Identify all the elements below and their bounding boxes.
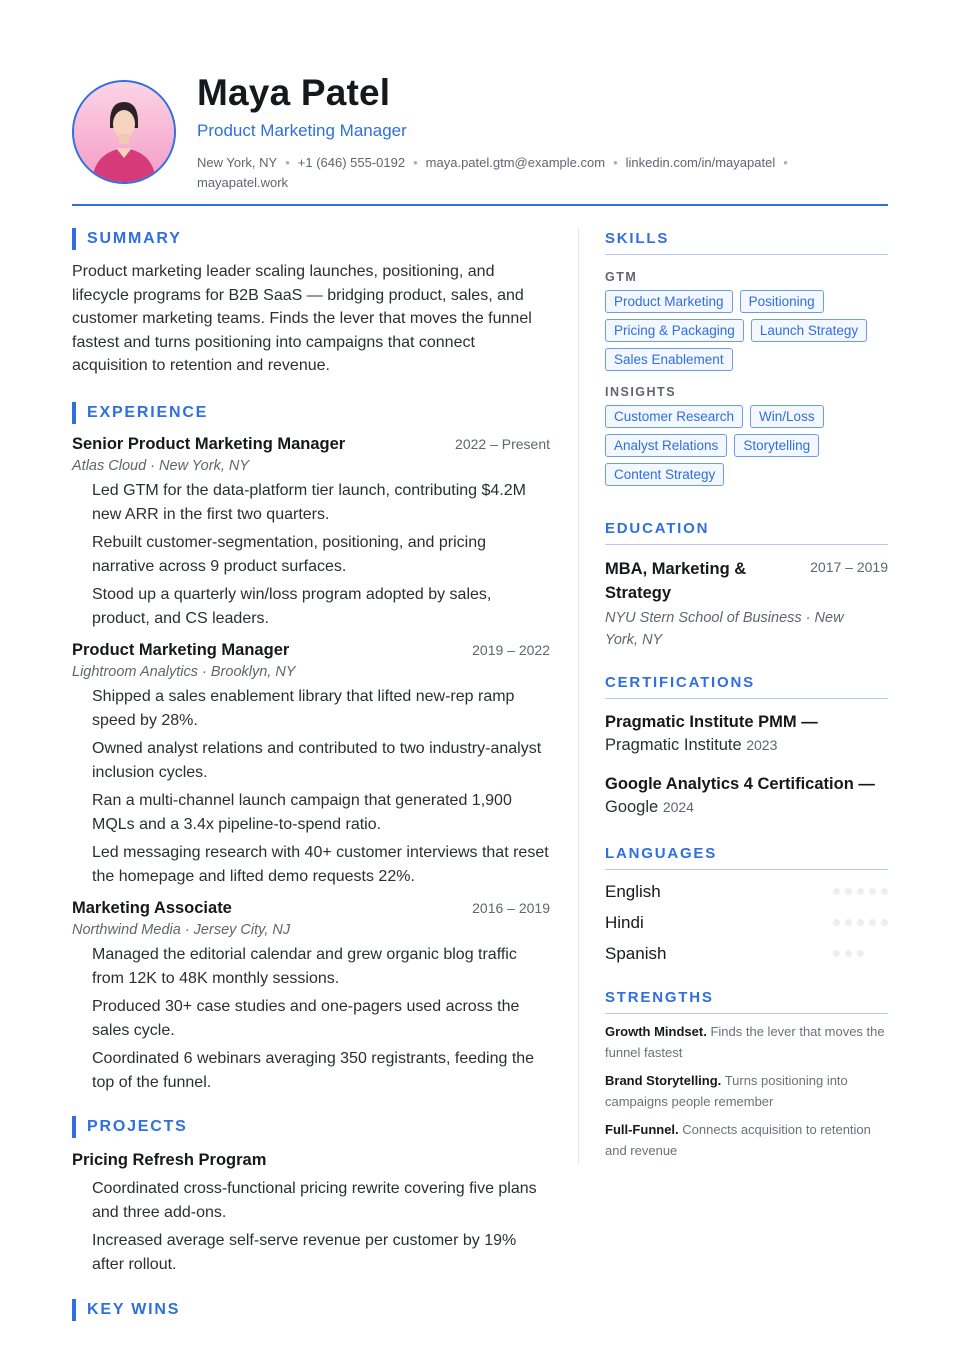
job-title: Product Marketing Manager <box>72 640 290 659</box>
job-dates: 2022 – Present <box>455 435 550 452</box>
skill-tag: Content Strategy <box>605 463 724 486</box>
candidate-role: Product Marketing Manager <box>197 121 407 140</box>
contact-linkedin[interactable]: linkedin.com/in/mayapatel <box>625 155 776 170</box>
job-org: Northwind Media · Jersey City, NJ <box>72 921 291 938</box>
main-column <box>72 228 550 1321</box>
separator-dot: • <box>285 155 290 170</box>
skill-tag: Product Marketing <box>605 290 733 313</box>
sidebar-column <box>605 228 888 1161</box>
cert-name: Google Analytics 4 Certification <box>605 775 854 793</box>
section-rule <box>605 544 888 545</box>
section-rule <box>605 869 888 870</box>
level-dot-empty <box>881 950 888 957</box>
section-rule <box>605 1013 888 1014</box>
job-bullet: Stood up a quarterly win/loss program adopted by sales, product, and CS leaders. <box>92 585 492 627</box>
level-dot-filled <box>869 888 876 895</box>
strength-item <box>605 1071 888 1112</box>
strength-item <box>605 1120 888 1161</box>
skill-tag: Win/Loss <box>750 405 824 428</box>
cert-issuer: Google <box>605 798 659 816</box>
skill-tags <box>605 405 888 492</box>
level-dot-filled <box>833 950 840 957</box>
language-row <box>605 876 888 907</box>
job-title: Senior Product Marketing Manager <box>72 434 346 453</box>
cert-dash: — <box>858 775 875 793</box>
resume-header <box>72 72 888 206</box>
language-level-dots <box>828 950 888 957</box>
language-level-dots <box>828 919 888 926</box>
avatar <box>72 80 176 184</box>
job-bullet: Produced 30+ case studies and one-pagers used across the sales cycle. <box>92 997 520 1039</box>
skill-tag: Storytelling <box>734 434 819 457</box>
cert-name: Pragmatic Institute PMM <box>605 713 797 731</box>
level-dot-empty <box>869 950 876 957</box>
level-dot-filled <box>857 919 864 926</box>
job-bullet: Owned analyst relations and contributed to two industry-analyst inclusion cycles. <box>92 739 542 781</box>
level-dot-filled <box>881 888 888 895</box>
level-dot-filled <box>833 888 840 895</box>
separator-dot: • <box>783 155 788 170</box>
cert-year: 2024 <box>662 799 694 815</box>
certification-item <box>605 711 888 757</box>
contact-line <box>197 153 877 192</box>
job-dates: 2019 – 2022 <box>472 641 550 658</box>
language-row <box>605 938 888 969</box>
job-entry <box>72 435 550 631</box>
strength-title: Growth Mindset. <box>605 1024 707 1039</box>
separator-dot: • <box>413 155 418 170</box>
strength-text: Turns positioning into campaigns people remember <box>605 1073 848 1109</box>
job-dates: 2016 – 2019 <box>472 899 550 916</box>
contact-location: New York, NY <box>197 155 278 170</box>
skill-group-label: INSIGHTS <box>605 385 677 399</box>
level-dot-filled <box>845 950 852 957</box>
section-title-certifications: CERTIFICATIONS <box>605 674 755 691</box>
level-dot-filled <box>833 919 840 926</box>
section-title-key-wins: KEY WINS <box>72 1299 550 1321</box>
summary-text: Product marketing leader scaling launches, positioning, and lifecycle programs for B2B SaaS — bridging product, sales, and customer marketing teams. Finds the lever that moves the funnel fastest and turns positioning into campaigns that connect acquisition to retention and revenue. <box>72 263 532 374</box>
cert-dash: — <box>801 713 818 731</box>
section-title-experience: EXPERIENCE <box>72 402 550 424</box>
strength-title: Brand Storytelling. <box>605 1073 722 1088</box>
job-bullet: Led messaging research with 40+ customer interviews that reset the homepage and lifted demo requests 22%. <box>92 843 549 885</box>
section-rule <box>605 698 888 699</box>
job-entry <box>72 641 550 889</box>
skill-tags <box>605 290 888 377</box>
degree-dates: 2017 – 2019 <box>810 559 888 575</box>
cert-issuer: Pragmatic Institute <box>605 736 742 754</box>
project-bullet: Increased average self-serve revenue per customer by 19% after rollout. <box>92 1231 517 1273</box>
level-dot-filled <box>869 919 876 926</box>
strength-text: Finds the lever that moves the funnel fastest <box>605 1024 885 1060</box>
language-row <box>605 907 888 938</box>
section-title-summary: SUMMARY <box>72 228 550 250</box>
section-title-projects: PROJECTS <box>72 1116 550 1138</box>
skill-group-label: GTM <box>605 270 638 284</box>
skill-tag: Analyst Relations <box>605 434 727 457</box>
strength-text: Connects acquisition to retention and revenue <box>605 1122 871 1158</box>
language-level-dots <box>828 888 888 895</box>
job-bullet: Ran a multi-channel launch campaign that generated 1,900 MQLs and a 3.4x pipeline-to-spend ratio. <box>92 791 512 833</box>
cert-year: 2023 <box>746 737 778 753</box>
skill-tag: Launch Strategy <box>751 319 867 342</box>
section-title-skills: SKILLS <box>605 230 670 247</box>
separator-dot: • <box>613 155 618 170</box>
section-title-education: EDUCATION <box>605 520 710 537</box>
job-bullet: Shipped a sales enablement library that lifted new-rep ramp speed by 28%. <box>92 687 515 729</box>
strength-item <box>605 1022 888 1063</box>
candidate-name: Maya Patel <box>197 72 391 113</box>
contact-phone[interactable]: +1 (646) 555-0192 <box>297 155 406 170</box>
section-title-strengths: STRENGTHS <box>605 989 714 1006</box>
level-dot-filled <box>881 919 888 926</box>
strength-title: Full-Funnel. <box>605 1122 679 1137</box>
language-name: Hindi <box>605 912 644 932</box>
contact-email[interactable]: maya.patel.gtm@example.com <box>425 155 606 170</box>
job-entry <box>72 899 550 1095</box>
person-avatar-icon <box>74 82 174 182</box>
language-name: Spanish <box>605 943 667 963</box>
language-name: English <box>605 881 661 901</box>
level-dot-filled <box>857 888 864 895</box>
project-entry <box>72 1151 550 1277</box>
level-dot-filled <box>857 950 864 957</box>
project-bullet: Coordinated cross-functional pricing rewrite covering five plans and three add-ons. <box>92 1179 537 1221</box>
project-title: Pricing Refresh Program <box>72 1150 267 1169</box>
job-title: Marketing Associate <box>72 898 232 917</box>
certification-item <box>605 773 888 819</box>
skill-tag: Positioning <box>740 290 824 313</box>
level-dot-filled <box>845 919 852 926</box>
section-rule <box>605 254 888 255</box>
degree-title: MBA, Marketing & Strategy <box>605 560 747 602</box>
level-dot-filled <box>845 888 852 895</box>
skill-tag: Sales Enablement <box>605 348 733 371</box>
skill-tag: Pricing & Packaging <box>605 319 744 342</box>
job-bullet: Coordinated 6 webinars averaging 350 registrants, feeding the top of the funnel. <box>92 1049 535 1091</box>
section-title-languages: LANGUAGES <box>605 845 718 862</box>
contact-website[interactable]: mayapatel.work <box>197 174 289 190</box>
job-org: Lightroom Analytics · Brooklyn, NY <box>72 663 296 680</box>
job-org: Atlas Cloud · New York, NY <box>72 457 250 474</box>
school-name: NYU Stern School of Business · New York, NY <box>605 610 844 648</box>
job-bullet: Rebuilt customer-segmentation, positioning, and pricing narrative across 9 product surfaces. <box>92 533 486 575</box>
job-bullet: Managed the editorial calendar and grew organic blog traffic from 12K to 48K monthly sessions. <box>92 945 517 987</box>
skill-tag: Customer Research <box>605 405 743 428</box>
job-bullet: Led GTM for the data-platform tier launch, contributing $4.2M new ARR in the first two quarters. <box>92 481 526 523</box>
column-divider <box>578 228 579 1164</box>
